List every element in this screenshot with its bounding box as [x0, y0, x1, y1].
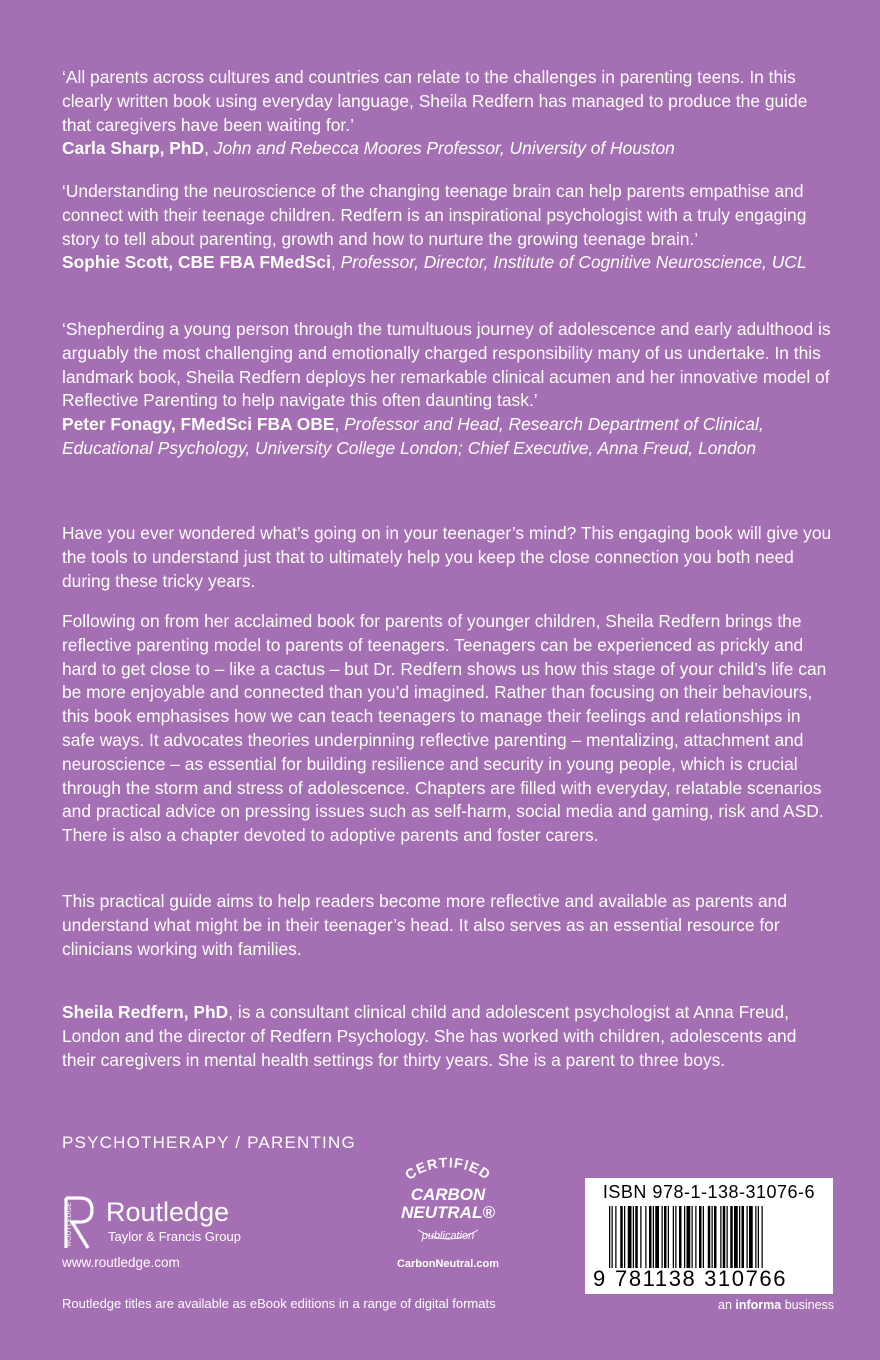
- barcode-bar: [720, 1206, 721, 1268]
- carbon-arc-text: CERTIFIED: [401, 1154, 495, 1183]
- barcode-bar: [679, 1206, 682, 1268]
- barcode-bar: [727, 1206, 728, 1268]
- barcode-bar: [699, 1206, 702, 1268]
- author-bio-body: , is a consultant clinical child and adolescent psychologist at Anna Freud, London and the director of Redfern Psychology. She has worked with children, adolescents and their caregivers in mental health settings for thirty years. She is a parent to three boys.: [62, 1002, 797, 1070]
- barcode-bar: [640, 1206, 641, 1268]
- barcode-bar: [620, 1206, 623, 1268]
- endorsement-attribution: Peter Fonagy, FMedSci FBA OBE, Professor and Head, Research Department of Clinical, Educational Psychology, University College London; Chief Executive, Anna Freud, London: [62, 414, 764, 458]
- barcode-bar: [712, 1206, 713, 1268]
- barcode-bar: [747, 1206, 748, 1268]
- barcode-bar: [662, 1206, 663, 1268]
- description-text: This practical guide aims to help readers become more reflective and available as parents and understand what might be in their teenager’s head. It also serves as an essential resource for clinicians working with families.: [62, 891, 787, 959]
- isbn-rest-digits: 781138 310766: [615, 1266, 788, 1291]
- author-bio-text: [62, 1001, 832, 1072]
- barcode-bar: [653, 1206, 654, 1268]
- barcode-bar: [708, 1206, 711, 1268]
- carbon-title-line2: NEUTRAL®: [401, 1203, 495, 1222]
- endorser-name: Sophie Scott, CBE FBA FMedSci: [62, 252, 331, 273]
- barcode-bar: [615, 1206, 616, 1268]
- endorsement-3: [62, 318, 832, 461]
- svg-text:CERTIFIED: [402, 1154, 494, 1183]
- barcode-bar: [692, 1206, 693, 1268]
- barcode-bar: [687, 1206, 691, 1268]
- carbon-title-line1: CARBON: [410, 1185, 486, 1204]
- endorsement-1: [62, 66, 832, 161]
- barcode-bar: [749, 1206, 753, 1268]
- author-bio: [62, 1001, 832, 1072]
- endorser-role: John and Rebecca Moores Professor, University of Houston: [213, 138, 675, 159]
- barcode-bar: [730, 1206, 733, 1268]
- barcode-bar: [612, 1206, 613, 1268]
- description-paragraph-1: [62, 522, 832, 593]
- endorsement-attribution: Sophie Scott, CBE FBA FMedSci, Professor, Director, Institute of Cognitive Neuroscience, UCL: [62, 252, 807, 273]
- barcode-bar: [624, 1206, 625, 1268]
- description-paragraph-2: [62, 610, 832, 848]
- isbn-first-digit: 9: [593, 1266, 607, 1291]
- barcode-bar: [655, 1206, 659, 1268]
- barcode-bar: [695, 1206, 696, 1268]
- barcode-bar: [645, 1206, 646, 1268]
- endorser-role: Professor, Director, Institute of Cognitive Neuroscience, UCL: [340, 252, 807, 273]
- barcode-bar: [684, 1206, 685, 1268]
- endorsement-text: ‘All parents across cultures and countries can relate to the challenges in parenting teens. In this clearly written book using everyday language, Sheila Redfern has managed to produce the guide that caregivers have been waiting for.’: [62, 67, 808, 135]
- informa-suffix: business: [781, 1298, 835, 1312]
- barcode-bar: [675, 1206, 676, 1268]
- barcode-bar: [742, 1206, 745, 1268]
- barcode-bar: [723, 1206, 726, 1268]
- subject-category: PSYCHOTHERAPY / PARENTING: [62, 1133, 356, 1152]
- barcode-bar: [703, 1206, 704, 1268]
- carbon-publication: publication: [421, 1230, 475, 1242]
- endorser-role: Professor and Head, Research Department of Clinical, Educational Psychology, University College London; Chief Executive, Anna Freud, London: [62, 414, 764, 458]
- barcode-bar: [762, 1206, 763, 1268]
- endorsement-2: [62, 180, 832, 275]
- barcode-bar: [633, 1206, 634, 1268]
- barcode-bar: [668, 1206, 669, 1268]
- endorser-name: Carla Sharp, PhD: [62, 138, 205, 159]
- isbn-label: ISBN 978-1-138-31076-6: [602, 1182, 816, 1202]
- barcode-bar: [714, 1206, 717, 1268]
- barcode-bar: [734, 1206, 738, 1268]
- description-paragraph-3: [62, 890, 832, 961]
- isbn-barcode-box: [585, 1178, 833, 1294]
- publisher-name: Routledge: [106, 1197, 230, 1227]
- carbon-title: [378, 1186, 518, 1222]
- routledge-r-icon: [62, 1196, 96, 1250]
- barcode-bar: [739, 1206, 740, 1268]
- barcode-bar: [649, 1206, 652, 1268]
- routledge-mark-text: ROUTLEDGE: [66, 1201, 73, 1246]
- barcode-bar: [758, 1206, 759, 1268]
- carbon-url[interactable]: CarbonNeutral.com: [396, 1258, 500, 1270]
- endorsement-attribution: Carla Sharp, PhD, John and Rebecca Moores Professor, University of Houston: [62, 138, 675, 159]
- barcode-icon: [609, 1206, 817, 1268]
- endorsement-text: ‘Shepherding a young person through the tumultuous journey of adolescence and early adulthood is arguably the most challenging and emotionally charged responsibility many of us undertake. In this landmark book, Sheila Redfern deploys her remarkable clinical acumen and her innovative model of Reflective Parenting to help navigate this often daunting task.’: [62, 319, 831, 411]
- barcode-bar: [628, 1206, 632, 1268]
- publisher-logo: [62, 1196, 312, 1250]
- informa-brand: informa: [735, 1298, 782, 1312]
- ebook-note: Routledge titles are available as eBook editions in a range of digital formats: [62, 1296, 496, 1311]
- barcode-bar: [755, 1206, 756, 1268]
- barcode-bar: [664, 1206, 667, 1268]
- description-text: Have you ever wondered what’s going on in your teenager’s mind? This engaging book will give you the tools to understand just that to ultimately help you keep the close connection you both need during these tricky years.: [62, 523, 832, 591]
- endorsement-text: ‘Understanding the neuroscience of the changing teenage brain can help parents empathise and connect with their teenage children. Redfern is an inspirational psychologist with a truly engaging story to tell about parenting, growth and how to nurture the growing teenage brain.’: [62, 181, 807, 249]
- publisher-group: Taylor & Francis Group: [108, 1229, 241, 1244]
- author-name: Sheila Redfern, PhD: [62, 1002, 229, 1022]
- endorser-name: Peter Fonagy, FMedSci FBA OBE: [62, 414, 335, 435]
- barcode-bar: [609, 1206, 610, 1268]
- informa-tagline: [718, 1298, 834, 1312]
- carbon-neutral-badge: [378, 1148, 518, 1278]
- informa-prefix: an: [718, 1298, 736, 1312]
- barcode-bar: [673, 1206, 674, 1268]
- publisher-website[interactable]: www.routledge.com: [62, 1255, 180, 1270]
- barcode-bar: [635, 1206, 638, 1268]
- description-text: Following on from her acclaimed book for parents of younger children, Sheila Redfern brings the reflective parenting model to parents of teenagers. Teenagers can be experienced as prickly and hard to get close to – like a cactus – but Dr. Redfern shows us how this stage of your child’s life can be more enjoyable and connected than you’d imagined. Rather than focusing on their behaviours, this book emphasises how we can teach teenagers to manage their feelings and relationships in safe ways. It advocates theories underpinning reflective parenting – mentalizing, attachment and neuroscience – as essential for building resilience and security in young people, which is crucial through the storm and stress of adolescence. Chapters are filled with everyday, relatable scenarios and practical advice on pressing issues such as self-harm, social media and gaming, risk and ASD. There is also a chapter devoted to adoptive parents and foster carers.: [62, 611, 827, 846]
